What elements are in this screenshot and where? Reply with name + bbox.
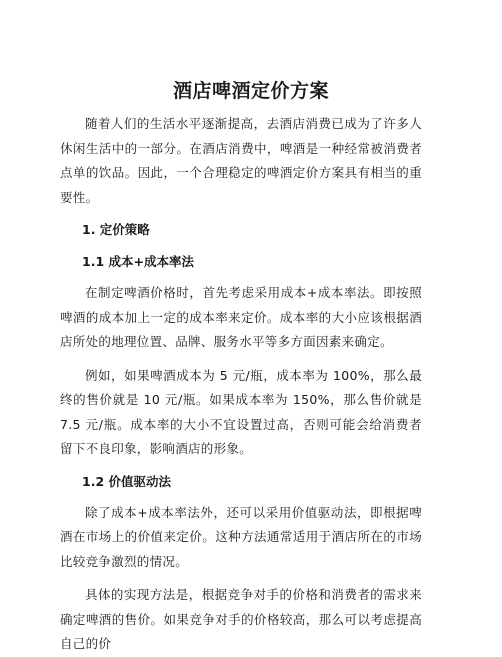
value-driven-paragraph-2: 具体的实现方法是，根据竞争对手的价格和消费者的需求来确定啤酒的售价。如果竞争对手的价格较高，那么可以考虑提高自己的价: [60, 587, 422, 651]
cost-plus-paragraph-1: 在制定啤酒价格时，首先考虑采用成本+成本率法。即按照啤酒的成本加上一定的成本率来定价。成本率的大小应该根据酒店所处的地理位置、品牌、服务水平等多方面因素来确定。: [60, 285, 422, 349]
subsection-heading-cost-plus: 1.1 成本+成本率法: [82, 254, 194, 269]
cost-plus-paragraph-2: 例如，如果啤酒成本为 5 元/瓶，成本率为 100%，那么最终的售价就是 10 元/瓶。如果成本率为 150%，那么售价就是 7.5 元/瓶。成本率的大小不宜设置过高，否则可能会给消费者留下不良印象，影响酒店的形象。: [60, 367, 422, 456]
subsection-heading-value-driven: 1.2 价值驱动法: [82, 473, 171, 489]
section-heading-pricing-strategy: 1. 定价策略: [82, 222, 150, 237]
document-title: 酒店啤酒定价方案: [172, 80, 329, 102]
intro-paragraph: 随着人们的生活水平逐渐提高，去酒店消费已成为了许多人休闲生活中的一部分。在酒店消费中，啤酒是一种经常被消费者点单的饮品。因此，一个合理稳定的啤酒定价方案具有相当的重要性。: [60, 116, 422, 205]
value-driven-paragraph-1: 除了成本+成本率法外，还可以采用价值驱动法，即根据啤酒在市场上的价值来定价。这种方法通常适用于酒店所在的市场比较竞争激烈的情况。: [60, 504, 422, 569]
